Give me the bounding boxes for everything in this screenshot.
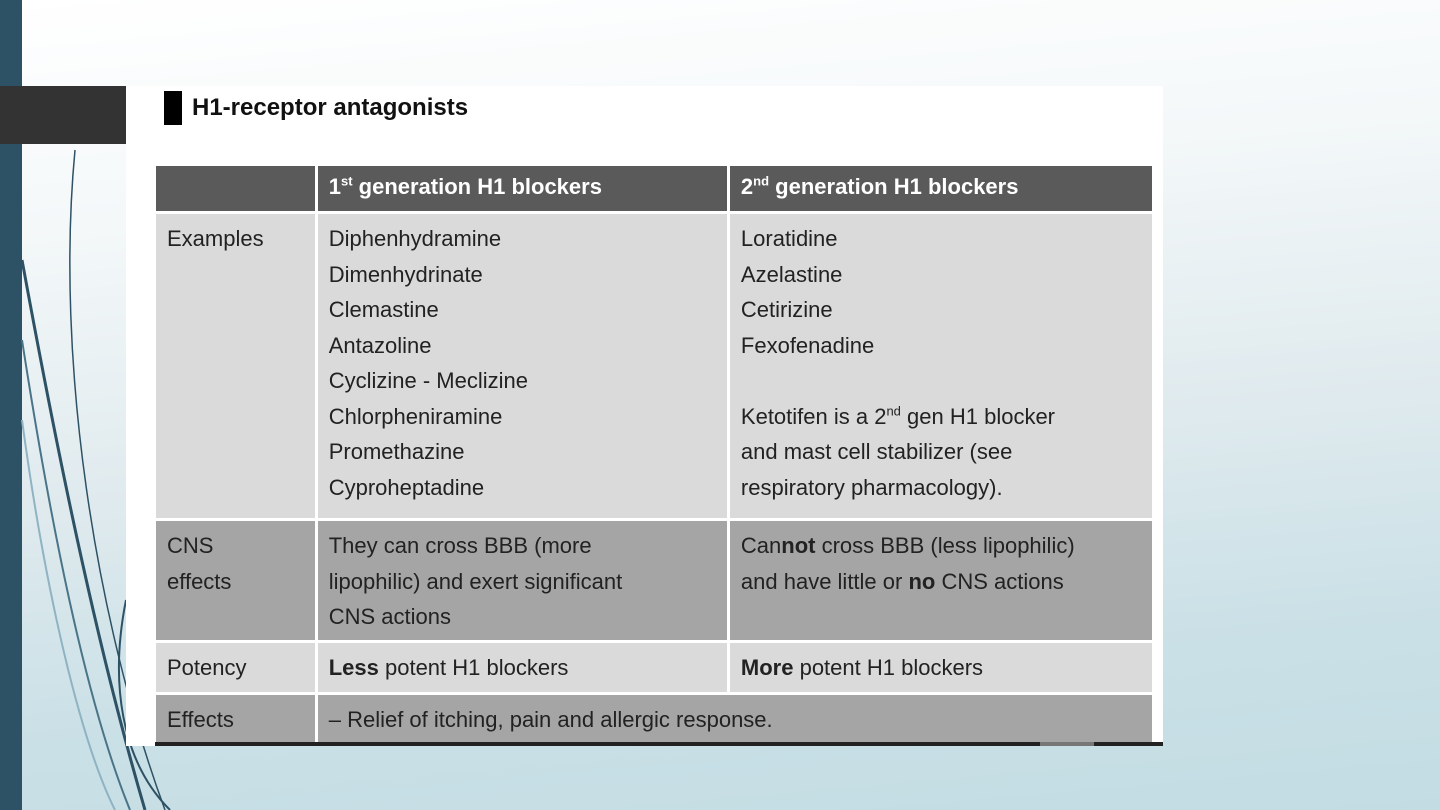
list-item: Cyclizine - Meclizine <box>328 368 528 393</box>
image-bottom-edge-highlight <box>1040 742 1094 746</box>
table-row-effects <box>155 694 1154 747</box>
cns-gen1-cell: They can cross BBB (more lipophilic) and exert significant CNS actions <box>316 520 728 642</box>
image-bottom-edge <box>155 742 1163 746</box>
list-item: Dimenhydrinate <box>328 261 483 287</box>
list-item: Azelastine <box>740 261 843 287</box>
heading-text: H1-receptor antagonists <box>192 94 469 121</box>
cns-gen2-cell: Cannot cross BBB (less lipophilic) and have little or no CNS actions <box>728 520 1153 642</box>
slide-heading <box>164 91 468 125</box>
header-gen1-cell: 1st generation H1 blockers <box>316 165 728 213</box>
header-gen2-cell: 2nd generation H1 blockers <box>728 165 1153 213</box>
list-item: Promethazine <box>328 439 465 464</box>
header-corner-cell <box>155 165 317 213</box>
potency-label-cell: Potency <box>155 642 317 694</box>
table-header-row <box>155 165 1154 213</box>
slide-content-image <box>126 86 1163 746</box>
examples-gen2-cell <box>728 213 1153 520</box>
list-item: Fexofenadine <box>740 332 875 358</box>
table-row-potency <box>155 642 1154 694</box>
h1-blockers-table <box>153 163 1155 746</box>
list-item: Cyproheptadine <box>328 474 485 500</box>
heading-bullet-marker <box>164 91 182 125</box>
list-item: Diphenhydramine <box>328 226 502 251</box>
potency-gen1-cell: Less potent H1 blockers <box>316 642 728 694</box>
potency-gen2-cell: More potent H1 blockers <box>728 642 1153 694</box>
table-row-cns <box>155 520 1154 642</box>
list-spacer <box>741 363 1141 399</box>
effects-content-cell: – Relief of itching, pain and allergic response. <box>316 694 1153 747</box>
list-item: Cetirizine <box>740 297 833 322</box>
ketotifen-note-line3: respiratory pharmacology). <box>740 474 1003 500</box>
examples-label-cell: Examples <box>155 213 317 520</box>
list-item: Clemastine <box>328 297 439 322</box>
ketotifen-note-line1: Ketotifen is a 2nd gen H1 blocker <box>740 403 1056 429</box>
list-item: Loratidine <box>740 226 838 251</box>
table-row-examples <box>155 213 1154 520</box>
list-item: Antazoline <box>328 332 432 358</box>
examples-gen1-cell <box>316 213 728 520</box>
ketotifen-note-line2: and mast cell stabilizer (see <box>740 439 1013 464</box>
list-item: Chlorpheniramine <box>328 403 503 429</box>
cns-label-cell: CNS effects <box>155 520 317 642</box>
effects-label-cell: Effects <box>155 694 317 747</box>
